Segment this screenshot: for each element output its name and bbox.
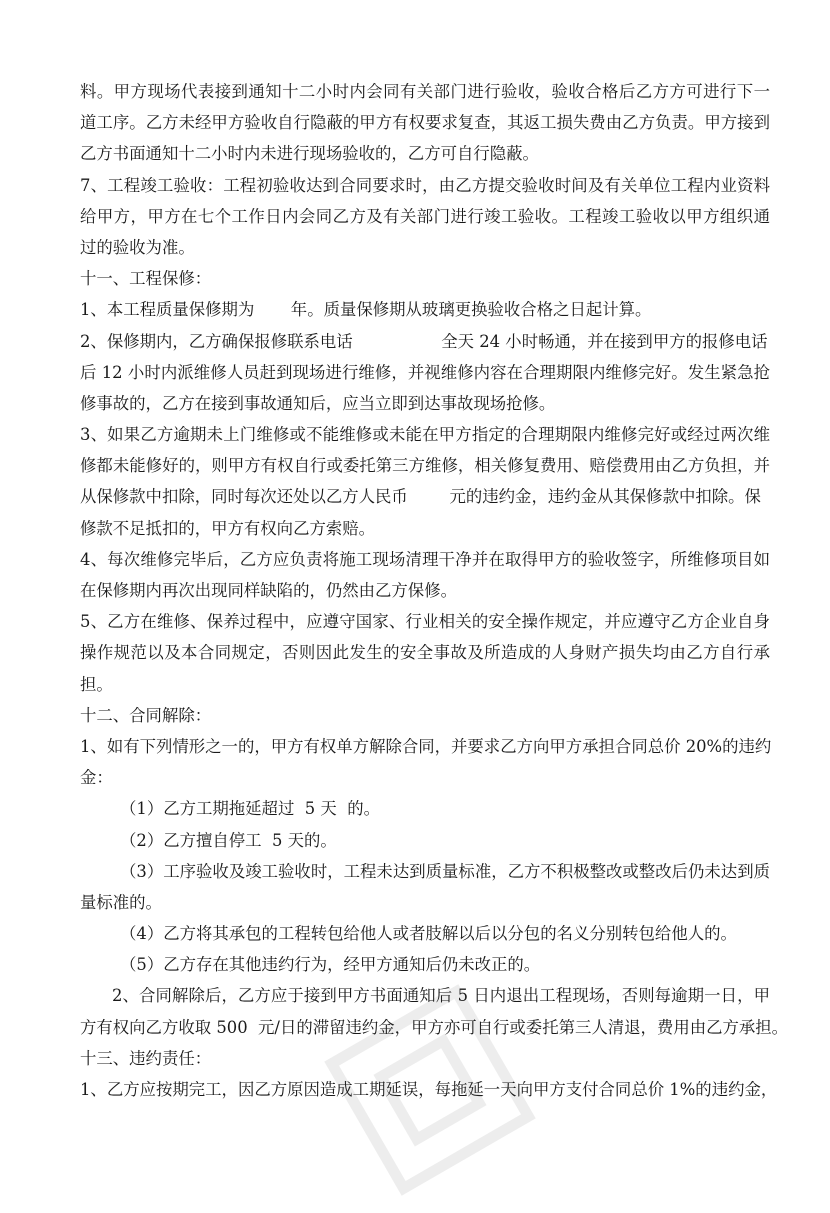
- text-line: （1）乙方工期拖延超过 5 天 的。: [120, 799, 380, 819]
- text-line: 5、乙方在维修、保养过程中，应遵守国家、行业相关的安全操作规定，并应遵守乙方企业自身: [80, 612, 770, 632]
- text-line: 7、工程竣工验收：工程初验收达到合同要求时，由乙方提交验收时间及有关单位工程内业资料: [80, 175, 770, 195]
- text-line: 2、保修期内，乙方确保报修联系电话 全天 24 小时畅通，并在接到甲方的报修电话: [80, 331, 768, 351]
- text-line: 修都未能修好的，则甲方有权自行或委托第三方维修，相关修复费用、赔偿费用由乙方负担，并: [80, 456, 770, 476]
- text-line: 十一、工程保修：: [80, 269, 212, 289]
- text-line: 1、本工程质量保修期为 年。质量保修期从玻璃更换验收合格之日起计算。: [80, 300, 652, 320]
- text-line: 十二、合同解除：: [80, 705, 212, 725]
- text-line: 修款不足抵扣的，甲方有权向乙方索赔。: [80, 518, 376, 538]
- text-line: 量标准的。: [80, 892, 162, 912]
- text-line: 过的验收为准。: [80, 237, 195, 257]
- text-line: 2、合同解除后，乙方应于接到甲方书面通知后 5 日内退出工程现场，否则每逾期一日，甲: [112, 986, 770, 1006]
- text-line: 料。甲方现场代表接到通知十二小时内会同有关部门进行验收，验收合格后乙方方可进行下一: [80, 82, 770, 101]
- text-line: 道工序。乙方未经甲方验收自行隐蔽的甲方有权要求复查，其返工损失费由乙方负责。甲方接到: [80, 113, 770, 133]
- text-line: 给甲方，甲方在七个工作日内会同乙方及有关部门进行竣工验收。工程竣工验收以甲方组织通: [80, 206, 770, 226]
- text-line: 3、如果乙方逾期未上门维修或不能维修或未能在甲方指定的合理期限内维修完好或经过两次维: [80, 425, 770, 445]
- text-line: 4、每次维修完毕后，乙方应负责将施工现场清理干净并在取得甲方的验收签字，所维修项目如: [80, 549, 770, 569]
- text-line: 修事故的，乙方在接到事故通知后，应当立即到达事故现场抢修。: [80, 393, 556, 413]
- text-line: 1、乙方应按期完工，因乙方原因造成工期延误，每拖延一天向甲方支付合同总价 1%的违约金，: [80, 1080, 778, 1099]
- text-line: 乙方书面通知十二小时内未进行现场验收的，乙方可自行隐蔽。: [80, 144, 539, 164]
- text-line: 金：: [80, 768, 113, 788]
- text-line: 后 12 小时内派维修人员赶到现场进行维修，并视维修内容在合理期限内维修完好。发生紧急抢: [80, 362, 770, 382]
- text-line: 在保修期内再次出现同样缺陷的，仍然由乙方保修。: [80, 581, 457, 600]
- text-line: 操作规范以及本合同规定，否则因此发生的安全事故及所造成的人身财产损失均由乙方自行承: [80, 643, 770, 663]
- text-line: 担。: [80, 674, 113, 694]
- document-page: [80, 76, 789, 1105]
- text-line: （4）乙方将其承包的工程转包给他人或者肢解以后以分包的名义分别转包给他人的。: [120, 924, 737, 944]
- text-line: 十三、违约责任：: [80, 1048, 212, 1068]
- text-line: 1、如有下列情形之一的，甲方有权单方解除合同，并要求乙方向甲方承担合同总价 20%的违约: [80, 736, 772, 756]
- text-line: 从保修款中扣除，同时每次还处以乙方人民币 元的违约金，违约金从其保修款中扣除。保: [80, 487, 761, 507]
- text-line: 方有权向乙方收取 500 元/日的滞留违约金，甲方亦可自行或委托第三人清退，费用由乙方承担。: [80, 1017, 789, 1037]
- text-line: （3）工序验收及竣工验收时，工程未达到质量标准，乙方不积极整改或整改后仍未达到质: [120, 861, 770, 881]
- text-line: （5）乙方存在其他违约行为，经甲方通知后仍未改正的。: [120, 955, 541, 975]
- text-line: （2）乙方擅自停工 5 天的。: [120, 830, 337, 850]
